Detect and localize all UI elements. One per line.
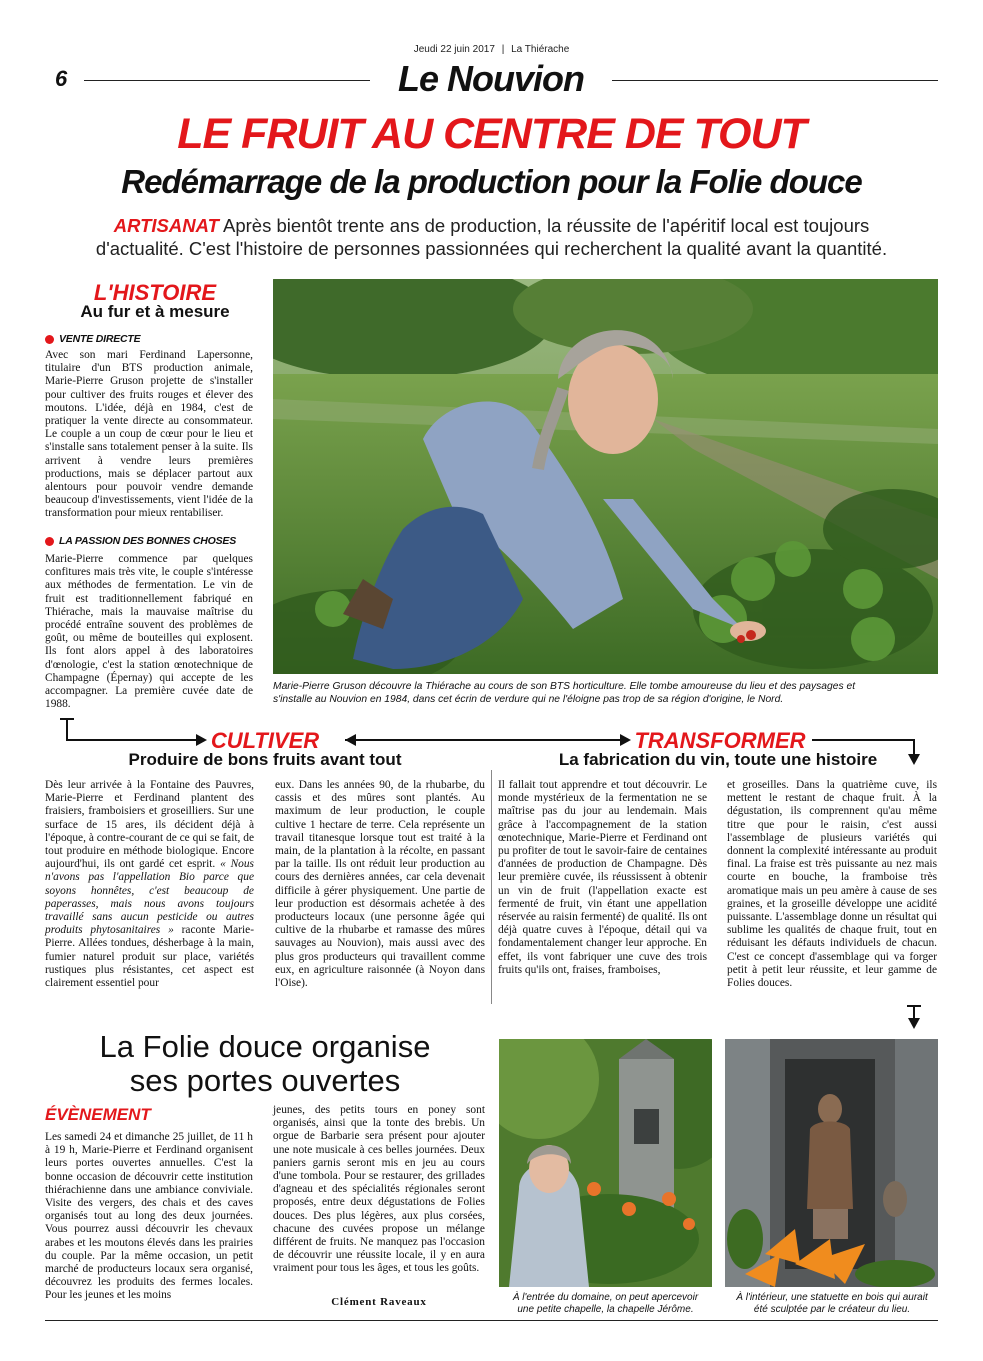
chapel-caption-line-2: une petite chapelle, la chapelle Jérôme.	[517, 1304, 694, 1315]
histoire-kicker: L'HISTOIRE	[93, 280, 217, 305]
statuette-photo-caption	[722, 1292, 942, 1316]
town-title: Le Nouvion	[398, 58, 584, 99]
column-divider	[491, 770, 492, 1004]
bullet-dot-icon	[45, 335, 54, 344]
transformer-col-2-text: et groseilles. Dans la quatrième cuve, ils mettent le restant de chaque fruit. À la dégustation, ils comprennent qu'au même titre que pour le raisin, c'est aussi l'assemblage de plusieurs variétés qui donnent la complexité intéressante au produit final. La fraise est très puissante au nez mais courte en bouche, la framboise très aromatique mais un peu amère à cause de ses graines, et la groseille développe une acidité puissante. L'assemblage donne un résultat qui sublime les qualités de chaque fruit, tout en réduisant les défauts individuels de chacun. C'est ce concept d'assemblage qui va forger petit à petit leur réussite, et leur gamme de Folies douces.	[727, 779, 937, 990]
main-subtitle: Redémarrage de la production pour la Folie douce	[121, 163, 862, 200]
histoire-para-2: Marie-Pierre commence par quelques confitures mais très vite, le couple s'intéresse aux méthodes de fermentation. Le vin de fruit est traditionnellement fabriqué en Thiérache, mais la mauvaise maîtrise du procédé entraîne souvent des problèmes de goût, ou même de bouteilles qui explosent. Ils font alors appel à des laboratoires d'œnologie, c'est la station œnotechnique de Champagne (Épernay) qui accepte de les accompagner. La première cuvée date de 1988.	[45, 553, 253, 711]
header-rule-left	[84, 80, 370, 81]
folie-title	[45, 1030, 485, 1098]
date: Jeudi 22 juin 2017	[413, 44, 495, 55]
statuette-caption-line-2: été sculptée par le créateur du lieu.	[753, 1304, 911, 1315]
transformer-col-1	[498, 779, 707, 977]
chapel-photo-caption	[499, 1292, 712, 1316]
author: Clément Raveaux	[331, 1296, 427, 1308]
bullet-dot-icon	[45, 537, 54, 546]
flow-arrow-3	[812, 739, 914, 741]
histoire-title: Au fur et à mesure	[80, 302, 230, 321]
main-photo-caption	[273, 680, 943, 706]
subhead-passion	[45, 535, 265, 547]
folie-col-1-text: Les samedi 24 et dimanche 25 juillet, de 11 h à 19 h, Marie-Pierre et Ferdinand organisent leurs portes ouvertes annuelles. C'est la bonne occasion de découvrir cette institution thiérachienne dans une ambiance conviviale. Visite des vergers, des chais et des caves organisés tout au long des deux journées. Vous pourrez aussi découvrir les chevaux arabes et les moutons élevés dans les prairies du couple. Par la même occasion, un petit marché de producteurs locaux sera organisé, découvrez les produits des fermes locales. Pour les jeunes et les moins	[45, 1131, 253, 1302]
flow-arrow-2	[345, 739, 622, 741]
main-photo	[273, 279, 938, 674]
flow-arrow-4-head-icon	[907, 1018, 921, 1030]
subhead-vente-directe	[45, 333, 265, 345]
dateline-separator: |	[501, 44, 505, 55]
transformer-col-2	[727, 779, 937, 990]
statuette-illustration	[725, 1039, 938, 1287]
dateline	[0, 44, 983, 55]
folie-title-line-2: ses portes ouvertes	[129, 1063, 401, 1098]
main-photo-caption-line-1: Marie-Pierre Gruson découvre la Thiérache au cours de son BTS horticulture. Elle tombe amoureuse du lieu et des paysages et	[273, 681, 856, 692]
lead-text-1: Après bientôt trente ans de production, la réussite de l'apéritif local est toujours	[223, 215, 870, 236]
subhead-passion-label: LA PASSION DES BONNES CHOSES	[59, 535, 237, 547]
region: La Thiérache	[511, 44, 570, 55]
transformer-title: La fabrication du vin, toute une histoire	[558, 750, 878, 769]
lead-paragraph	[0, 214, 983, 260]
main-photo-caption-line-2: s'installe au Nouvion en 1984, dans cet écrin de verdure qui ne l'éloigne pas trop de sa région d'origine, le Nord.	[273, 694, 784, 705]
subhead-vente-directe-label: VENTE DIRECTE	[59, 333, 141, 345]
cultiver-col-2	[275, 779, 485, 990]
flow-arrow-1	[66, 739, 196, 741]
chapel-illustration	[499, 1039, 712, 1287]
header-rule-right	[612, 80, 938, 81]
cultiver-col-1-text-b: raconte Marie-Pierre. Allées tondues, désherbage à la main, fumier naturel produit sur place, variétés rustiques plus résistantes, cet aspect est clairement essentiel pour	[45, 924, 254, 990]
cultiver-col-1	[45, 779, 254, 990]
transformer-kicker: TRANSFORMER	[634, 728, 806, 753]
cultiver-col-1-text-a: Dès leur arrivée à la Fontaine des Pauvres, Marie-Pierre et Ferdinand plantent des fraisiers, framboisiers et groseilliers. Sur une surface de 15 ares, ils décident déjà à l'époque, à contre-courant de ce qui se fait, de tout produire en méthode biologique. Encore aujourd'hui, ils ont gardé cet esprit.	[45, 779, 254, 871]
cultiver-title: Produire de bons fruits avant tout	[128, 750, 402, 769]
cultiver-kicker: CULTIVER	[210, 728, 320, 753]
histoire-para-1: Avec son mari Ferdinand Lapersonne, titulaire d'un BTS production animale, Marie-Pierre Gruson projette de s'installer pour cultiver des fruits rouges et élever des moutons. L'idée, déjà en 1984, c'est de pratiquer la vente directe au consommateur. Le couple a un coup de cœur pour le lieu et s'installe sans totalement penser à la suite. Ils arrivent à vendre leurs premières productions, mais se déplacer partout aux alentours pour pouvoir vendre demande beaucoup d'investissements, vient l'idée de la transformation pour mieux rentabiliser.	[45, 349, 253, 520]
cultiver-col-2-text: eux. Dans les années 90, de la rhubarbe, du cassis et des mûres sont plantés. Au maximum de leur production, le couple cultive 1 hectare de terre. Cela représente un travail titanesque lorsque tout est traité à la main, de la plantation à la récolte, en passant par la taille. Ils ont réduit leur production au cours des dernières années, car cela devenait difficile à gérer physiquement. Une partie de leur production est désormais achetée à des producteurs locaux (une personne âgée qui cultive de la rhubarbe et ramasse des mûres sauvages au Nouvion), mais aussi avec des plus gros producteurs qui travaillent comme eux, en agriculture raisonnée (à Noyon dans l'Oise).	[275, 779, 485, 990]
main-headline: LE FRUIT AU CENTRE DE TOUT	[177, 110, 806, 158]
statuette-photo	[725, 1039, 938, 1287]
cultiver-quote: « Nous n'avons pas l'appellation Bio parce que soyons honnêtes, c'est beaucoup de paperasses, mais nous avons toujours travaillé sans aucun pesticide ou autres produits phytosanitaires »	[45, 858, 254, 937]
histoire-paragraph-2	[45, 553, 253, 711]
chapel-caption-line-1: À l'entrée du domaine, on peut apercevoir	[512, 1292, 699, 1303]
histoire-paragraph-1	[45, 349, 253, 521]
footer-rule	[45, 1320, 938, 1321]
folie-col-2	[273, 1104, 485, 1276]
flow-arrow-start-cap	[60, 718, 74, 720]
transformer-col-1-text: Il fallait tout apprendre et tout découvrir. Le monde mystérieux de la fermentation ne se maîtrise pas du jour au lendemain. Mais grâce à l'accompagnement de la station œnotechnique, Marie-Pierre et Ferdinand ont pu profiter de tout le savoir-faire de centaines d'années de production de Champagne. Dès leur première cuvée, ils réussissent à obtenir un vin de fruit (l'appellation exacte est fermenté de fruit, vin étant une appellation réservée au raisin fermenté) de qualité. Ils ont déjà quatre cuves à l'époque, détail qui va fondamentalement changer leur approche. En effet, ils vont fabriquer une cuve des trois fruits qu'ils ont, fraises, framboises,	[498, 779, 707, 976]
flow-arrow-start-tick	[66, 718, 68, 740]
folie-col-1	[45, 1131, 253, 1303]
page-number: 6	[55, 66, 68, 91]
chapel-photo	[499, 1039, 712, 1287]
statuette-caption-line-1: À l'intérieur, une statuette en bois qui aurait	[736, 1292, 928, 1303]
main-photo-illustration	[273, 279, 938, 674]
folie-kicker: ÉVÈNEMENT	[45, 1105, 151, 1124]
lead-text-2: d'actualité. C'est l'histoire de personnes passionnées qui recherchent la qualité avant la quantité.	[95, 238, 888, 259]
folie-title-line-1: La Folie douce organise	[99, 1029, 431, 1064]
folie-col-2-text: jeunes, des petits tours en poney sont organisés, ainsi que la tonte des brebis. Un orgue de Barbarie sera présent pour ajouter une note musicale à ces belles journées. Deux paniers garnis seront mis en jeu au cours d'une tombola. Pour se restaurer, des grillades d'agneau et des spécialités régionales seront proposés, entre deux dégustations de Folies douces. Des plus légères, aux plus corsées, chacune des cuvées propose un mélange différent de fruits. Ne manquez pas l'occasion de découvrir une réussite locale, il y en aura vraiment pour tous les âges, et tous les goûts.	[273, 1104, 485, 1275]
flow-arrow-2-tail-icon	[345, 733, 357, 747]
lead-kicker: ARTISANAT	[113, 215, 219, 236]
